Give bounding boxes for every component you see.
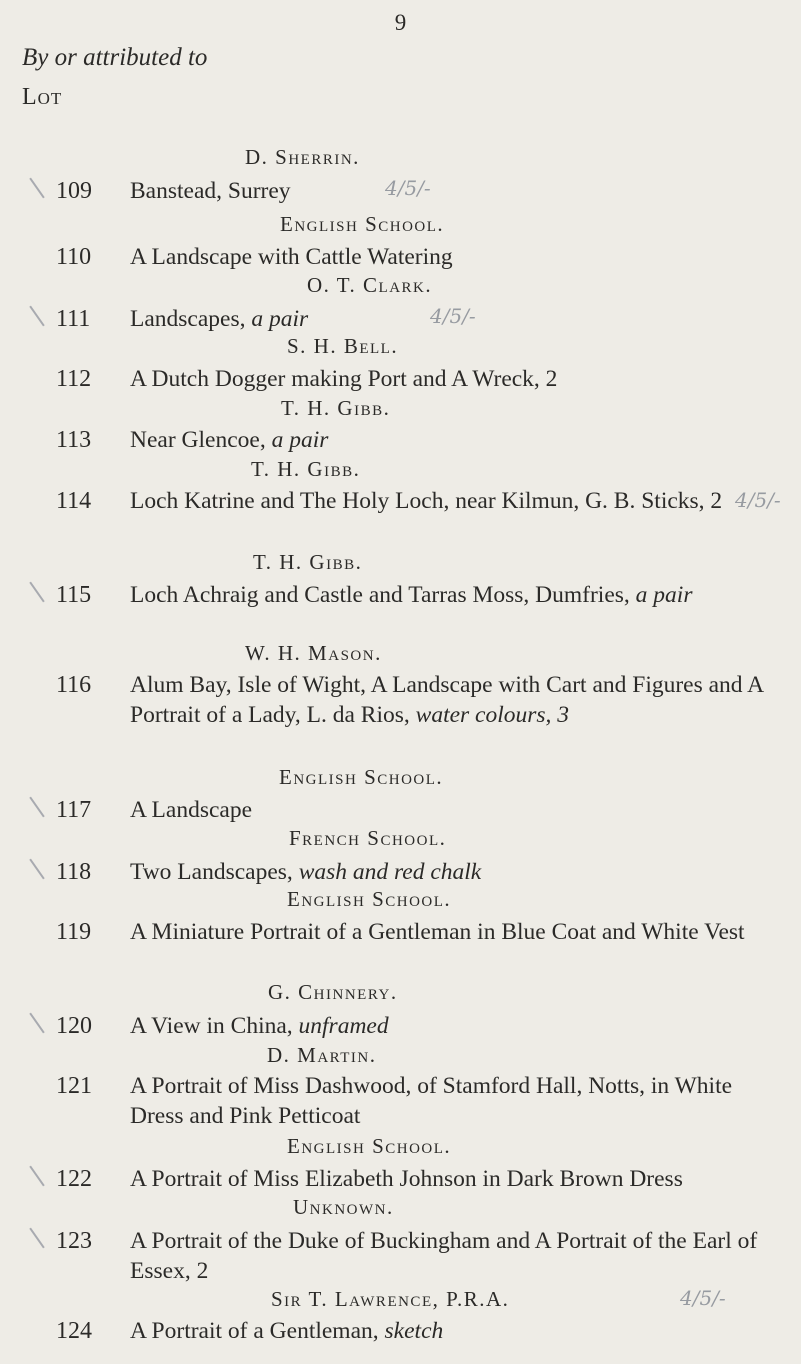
pencil-price-note: 4/5/- [385,176,431,200]
title-text: A Dutch Dogger making Port and A Wreck, 2 [130,366,558,392]
lot-number: 116 [56,672,92,698]
lot-number: 117 [56,797,92,823]
lot-title [130,242,778,272]
title-text: Loch Katrine and The Holy Loch, near Kilmun, G. B. Sticks, 2 [130,488,723,514]
lot-title [130,670,778,730]
attribution: T. H. Gibb. [281,396,391,420]
lot-title [130,1071,778,1131]
lot-number: 123 [56,1228,92,1254]
attribution: G. Chinnery. [268,980,398,1004]
lot-title [130,917,778,947]
lot-number: 122 [56,1166,92,1192]
lot-title [130,795,778,825]
lot-number: 110 [56,244,92,270]
title-text: A Portrait of a Gentleman, [130,1318,385,1344]
title-text: A Portrait of the Duke of Buckingham and A Portrait of the Earl of Essex, 2 [130,1228,758,1284]
page-header: By or attributed to [22,44,208,71]
lot-title [130,425,778,455]
page-number: 9 [394,10,407,35]
title-qualifier: wash and red chalk [298,859,482,885]
pencil-tick-mark [29,1166,44,1187]
pencil-price-note: 4/5/- [735,488,781,512]
lot-title [130,1011,778,1041]
attribution: D. Sherrin. [245,145,360,169]
title-text: A View in China, [130,1013,299,1039]
lot-number: 113 [56,427,92,453]
pencil-price-note: 4/5/- [680,1286,726,1310]
lot-number: 121 [56,1073,92,1099]
lot-number: 115 [56,582,92,608]
title-qualifier: a pair [271,427,329,453]
attribution: T. H. Gibb. [253,550,363,574]
pencil-tick-mark [29,582,44,603]
lot-number: 118 [56,859,92,885]
lot-number: 111 [56,306,91,332]
lot-number: 119 [56,919,92,945]
lot-number: 112 [56,366,92,392]
attribution: T. H. Gibb. [251,457,361,481]
pencil-tick-mark [29,178,44,199]
attribution: S. H. Bell. [287,334,399,358]
attribution: French School. [289,826,447,850]
lot-number: 120 [56,1013,92,1039]
title-text: A Landscape [130,797,253,823]
title-qualifier: water colours, 3 [415,702,570,728]
title-text: A Miniature Portrait of a Gentleman in Blue Coat and White Vest [130,919,745,945]
title-text: A Portrait of Miss Dashwood, of Stamford Hall, Notts, in White Dress and Pink Petticoat [130,1073,733,1129]
lot-column-label: Lot [22,84,63,110]
lot-title [130,1226,778,1286]
attribution: English School. [280,212,445,236]
pencil-price-note: 4/5/- [430,304,476,328]
lot-number: 109 [56,178,92,204]
title-qualifier: a pair [635,582,693,608]
pencil-tick-mark [29,1013,44,1034]
pencil-tick-mark [29,306,44,327]
attribution: Unknown. [293,1195,394,1219]
pencil-tick-mark [29,859,44,880]
attribution: English School. [287,887,452,911]
lot-number: 124 [56,1318,92,1344]
attribution: O. T. Clark. [307,273,433,297]
title-text: Landscapes, [130,306,252,332]
attribution: D. Martin. [267,1043,377,1067]
pencil-tick-mark [29,797,44,818]
title-text: Banstead, Surrey [130,178,291,204]
title-text: A Portrait of Miss Elizabeth Johnson in Dark Brown Dress [130,1166,683,1192]
lot-title [130,176,778,206]
lot-number: 114 [56,488,92,514]
title-text: A Landscape with Cattle Watering [130,244,453,270]
lot-title [130,857,778,887]
attribution: Sir T. Lawrence, P.R.A. [271,1287,510,1311]
title-qualifier: sketch [384,1318,444,1344]
attribution: English School. [279,765,444,789]
title-text: Near Glencoe, [130,427,272,453]
title-qualifier: a pair [251,306,309,332]
lot-title [130,486,778,516]
pencil-tick-mark [29,1228,44,1249]
lot-title [130,1164,778,1194]
title-text: Loch Achraig and Castle and Tarras Moss, Dumfries, [130,582,636,608]
lot-title [130,1316,778,1346]
attribution: W. H. Mason. [245,641,382,665]
lot-title [130,364,778,394]
title-text: Two Landscapes, [130,859,299,885]
attribution: English School. [287,1134,452,1158]
lot-title [130,580,778,610]
title-text: Alum Bay, Isle of Wight, A Landscape with Cart and Figures and A Portrait of a Lady, L. da Rios, [130,672,763,728]
title-qualifier: unframed [298,1013,389,1039]
